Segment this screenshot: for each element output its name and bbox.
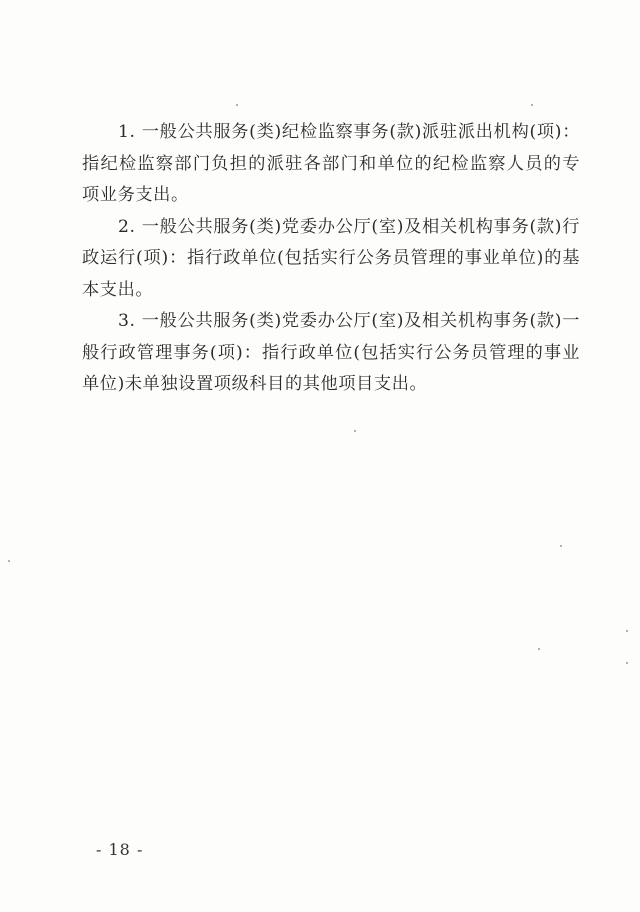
scan-speck: [531, 104, 533, 106]
scan-speck: [538, 648, 540, 650]
paragraph-3: 3. 一般公共服务(类)党委办公厅(室)及相关机构事务(款)一般行政管理事务(项)：指行政单位(包括实行公务员管理的事业单位)未单独设置项级科目的其他项目支出。: [82, 311, 580, 394]
scan-speck: [626, 630, 628, 632]
document-body: [82, 117, 580, 401]
paragraph-2: 2. 一般公共服务(类)党委办公厅(室)及相关机构事务(款)行政运行(项)：指行政单位(包括实行公务员管理的事业单位)的基本支出。: [82, 216, 580, 300]
scan-speck: [236, 104, 238, 106]
scan-speck: [8, 560, 10, 562]
scan-speck: [354, 430, 356, 432]
page-number: - 18 -: [96, 840, 144, 859]
scan-speck: [626, 662, 628, 664]
paragraph-1: 1. 一般公共服务(类)纪检监察事务(款)派驻派出机构(项)：指纪检监察部门负担的派驻各部门和单位的纪检监察人员的专项业务支出。: [82, 122, 580, 205]
scan-speck: [560, 545, 562, 547]
